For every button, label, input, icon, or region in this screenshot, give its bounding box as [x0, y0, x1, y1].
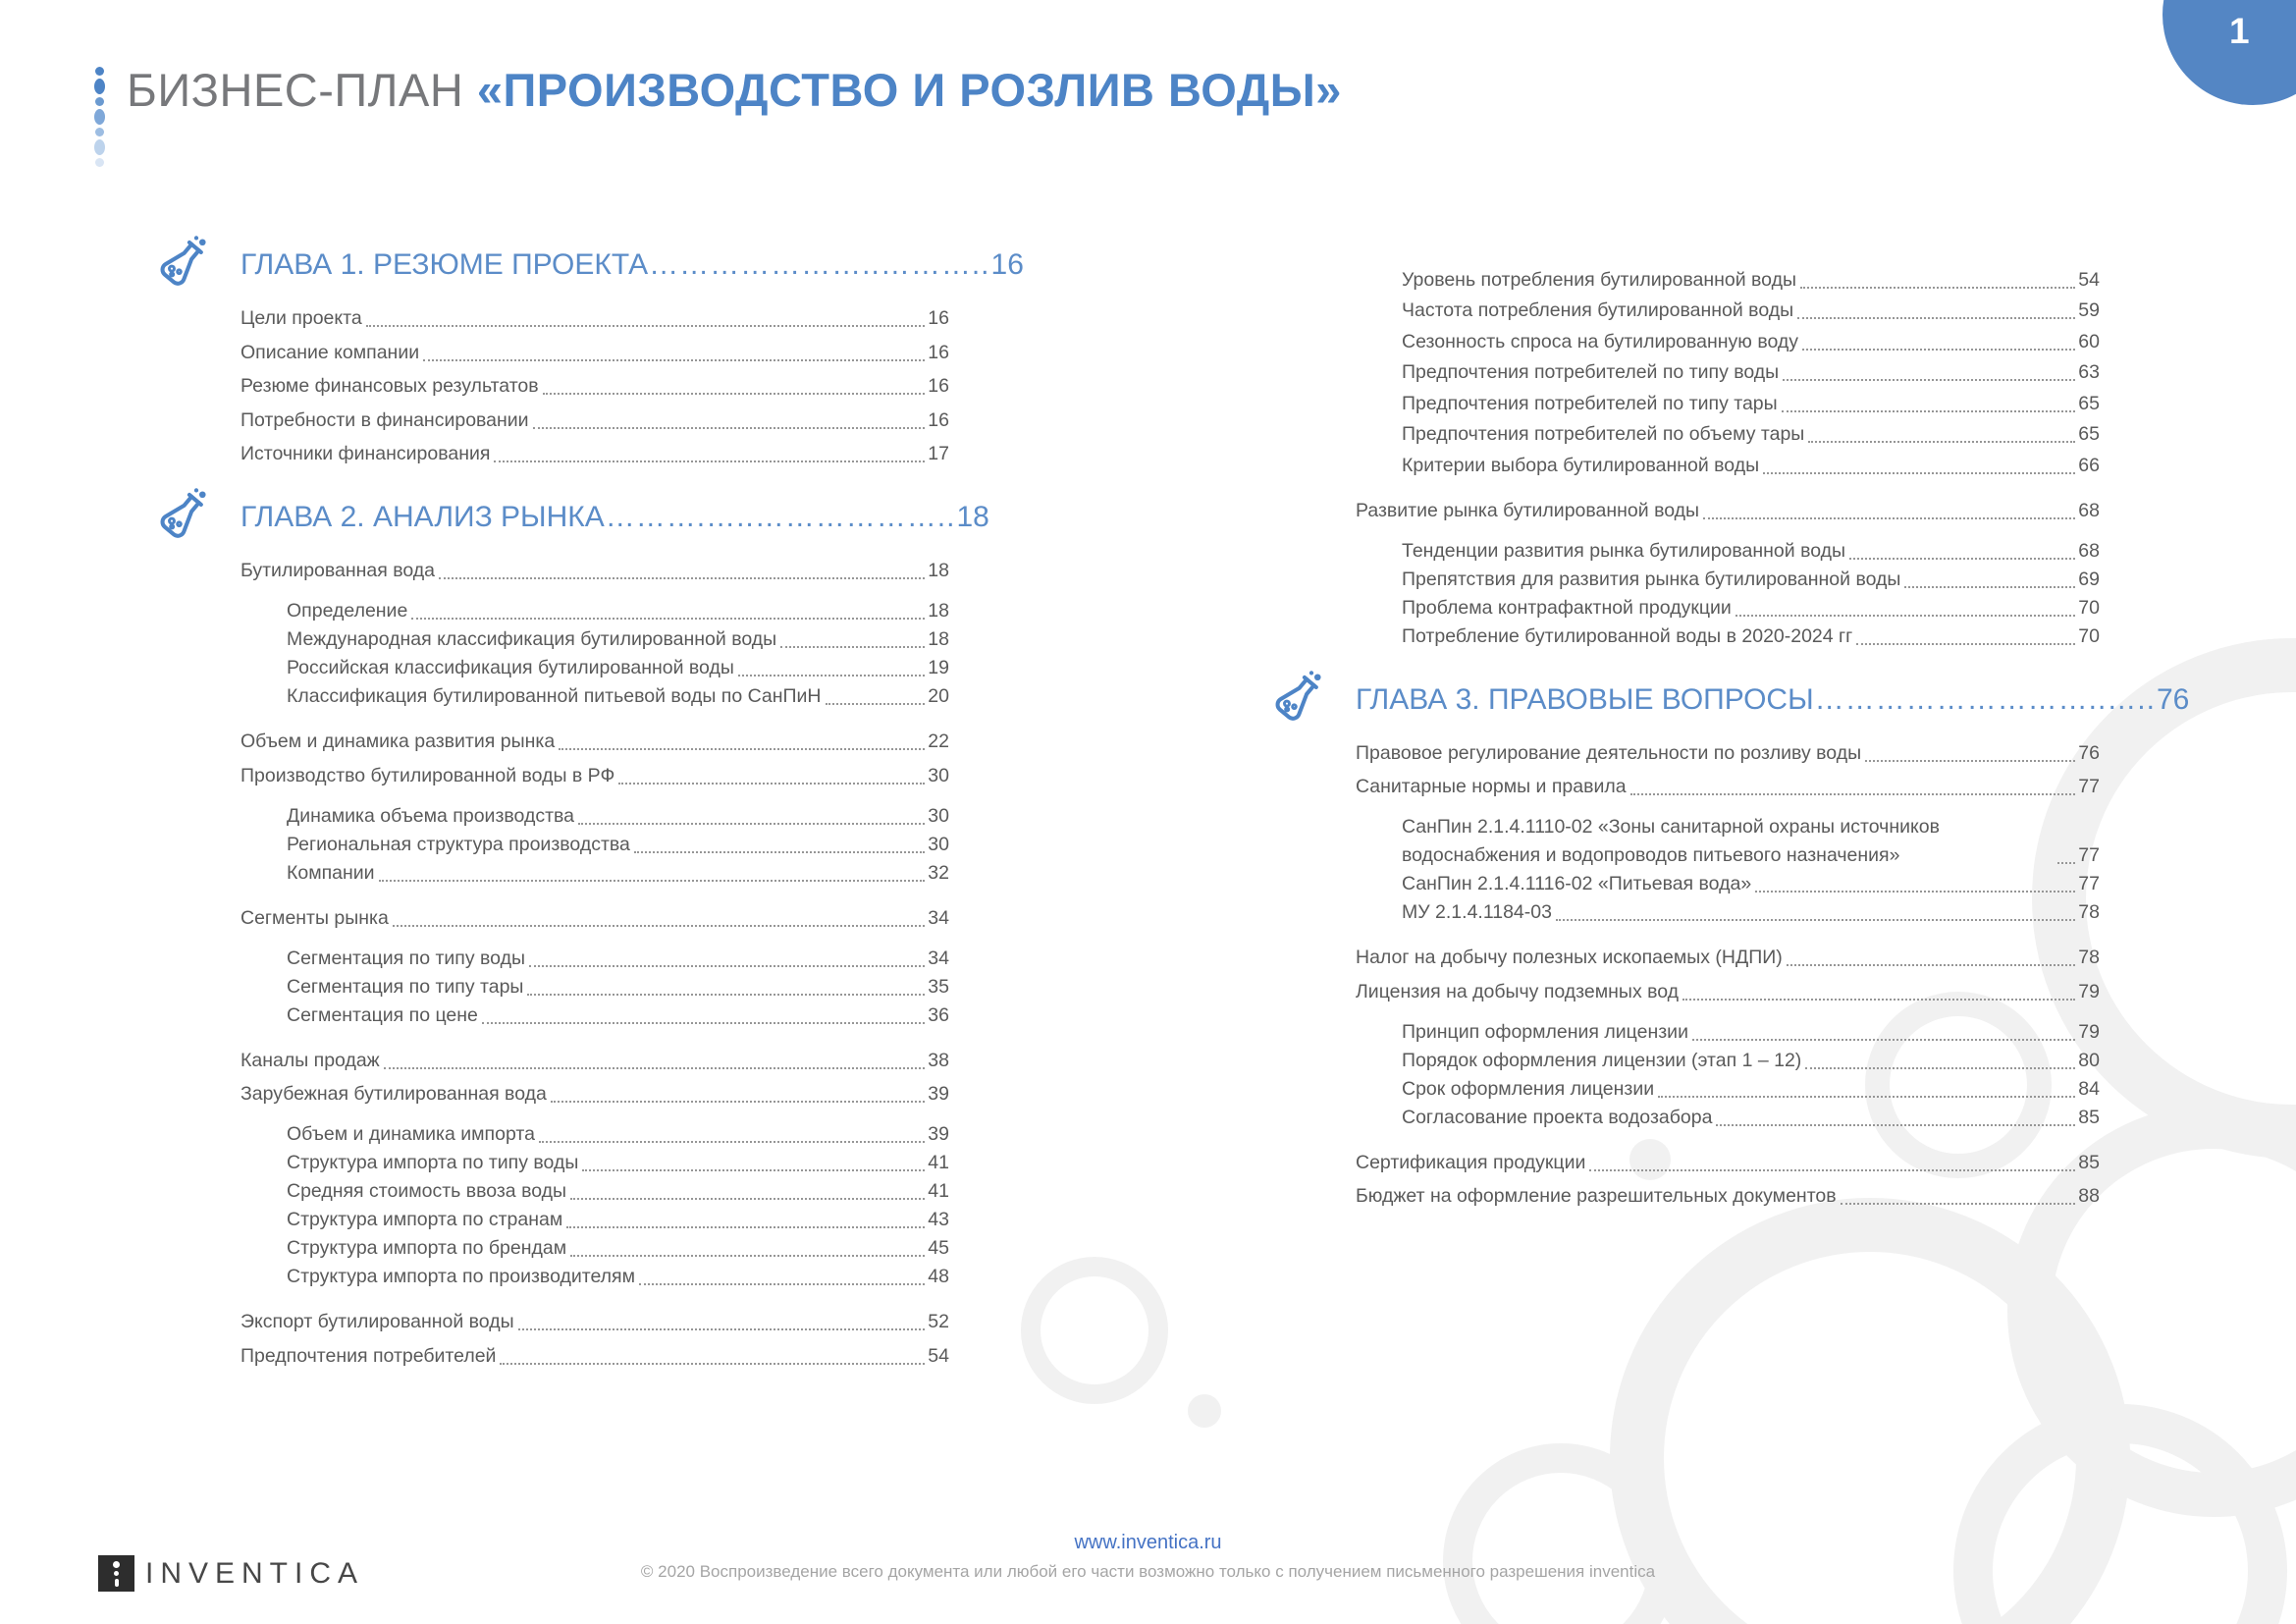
dotted-leader: [1682, 999, 2075, 1001]
dotted-leader: [1556, 919, 2075, 921]
title-bar: [94, 63, 1342, 167]
toc-item[interactable]: [240, 654, 949, 682]
dotted-leader: [738, 675, 925, 677]
toc-item-label: Развитие рынка бутилированной воды: [1356, 499, 1700, 521]
toc-page-number: 35: [928, 975, 949, 998]
toc-page-number: 16: [928, 341, 949, 363]
dotted-leader: [1865, 760, 2075, 762]
dotted-leader: ……….…..………………..: [605, 501, 956, 533]
toc-page-number: 76: [2078, 741, 2100, 764]
toc-item[interactable]: [240, 1206, 949, 1234]
dotted-leader: [529, 965, 925, 967]
dotted-leader: [1787, 964, 2076, 966]
toc-item-label: Частота потребления бутилированной воды: [1402, 299, 1794, 321]
toc-item-label: Классификация бутилированной питьевой воды по СанПиН: [287, 685, 822, 707]
dotted-leader: [1692, 1039, 2075, 1041]
toc-chapter-heading[interactable]: [1356, 669, 2190, 731]
toc-item-label: Потребление бутилированной воды в 2020-2024 гг: [1402, 624, 1853, 647]
toc-page-number: 68: [2078, 499, 2100, 521]
toc-page-number: 78: [2078, 947, 2100, 968]
dotted-leader: [543, 393, 926, 395]
toc-page-number: 69: [2078, 568, 2100, 590]
dotted-leader: [1802, 349, 2075, 351]
dotted-leader: [1716, 1124, 2075, 1126]
toc-item[interactable]: [1356, 813, 2100, 870]
dotted-leader: [551, 1101, 925, 1103]
toc-item[interactable]: [240, 1177, 949, 1206]
dotted-leader: [570, 1255, 925, 1257]
toc-page-number: 45: [928, 1237, 949, 1259]
toc-page-number: 18: [928, 628, 949, 650]
toc-item[interactable]: [240, 831, 949, 859]
toc-item[interactable]: [1356, 452, 2100, 480]
dotted-leader: [379, 880, 926, 882]
toc-item-label: Проблема контрафактной продукции: [1402, 596, 1732, 619]
toc-item-label: Компании: [287, 861, 375, 884]
dotted-leader: [639, 1283, 925, 1285]
toc-item-label: СанПин 2.1.4.1116-02 «Питьевая вода»: [1402, 873, 1752, 894]
toc-item-label: Предпочтения потребителей по типу тары: [1402, 392, 1778, 414]
toc-page-number: 88: [2078, 1185, 2100, 1207]
toc-item-label: Описание компании: [240, 341, 420, 363]
toc-page-number: 34: [928, 906, 949, 929]
dotted-leader: [1782, 410, 2076, 412]
dotted-leader: [559, 748, 925, 750]
dotted-leader: [1849, 558, 2075, 560]
toc-page-number: 39: [928, 1083, 949, 1105]
toc-item[interactable]: [240, 945, 949, 973]
dotted-leader: [1703, 517, 2075, 519]
toc-item-label: Структура импорта по производителям: [287, 1266, 636, 1287]
toc-item[interactable]: [1356, 1104, 2100, 1132]
title-prefix: БИЗНЕС-ПЛАН: [127, 64, 464, 116]
logo-text: INVENTICA: [145, 1556, 365, 1590]
toc-chapter-label: ГЛАВА 2. АНАЛИЗ РЫНКА: [240, 501, 605, 533]
copyright-text: © 2020 Воспроизведение всего документа или любой его части возможно только с получением письменного разрешения inventica: [640, 1562, 1656, 1581]
toc-item-label: Сегменты рынка: [240, 906, 389, 929]
dotted-leader: [1904, 586, 2075, 588]
toc-item[interactable]: [240, 973, 949, 1001]
toc-item-label: Зарубежная бутилированная вода: [240, 1083, 547, 1105]
toc-item-label: Объем и динамика импорта: [287, 1123, 535, 1145]
toc-item-label: Производство бутилированной воды в РФ: [240, 764, 615, 786]
toc-page-number: 70: [2078, 596, 2100, 619]
flask-icon: [150, 487, 211, 548]
toc-item-label: Предпочтения потребителей по типу воды: [1402, 361, 1780, 383]
toc-page-number: 60: [2078, 330, 2100, 352]
dotted-leader: [539, 1141, 925, 1143]
toc-item[interactable]: [240, 859, 949, 888]
dotted-leader: [1755, 891, 2075, 893]
toc-item-label: Объем и динамика развития рынка: [240, 731, 556, 752]
toc-item[interactable]: [1356, 978, 2100, 1006]
toc-page-number: 85: [2078, 1106, 2100, 1128]
toc-item[interactable]: [1356, 739, 2100, 768]
toc-page-number: 43: [928, 1209, 949, 1230]
toc-page-number: 18: [956, 501, 989, 533]
dotted-leader: [500, 1363, 925, 1365]
dotted-leader: [533, 427, 926, 429]
dotted-leader: [366, 325, 926, 327]
dotted-leader: [826, 703, 926, 705]
toc-chapter-label: ГЛАВА 1. РЕЗЮМЕ ПРОЕКТА: [240, 248, 649, 281]
dotted-leader: [1805, 1067, 2075, 1069]
toc-page-number: 30: [928, 804, 949, 827]
toc-page-number: 30: [928, 833, 949, 855]
toc-item[interactable]: [1356, 566, 2100, 594]
toc-item[interactable]: [240, 1001, 949, 1030]
toc-item-label: Предпочтения потребителей: [240, 1344, 497, 1367]
toc-chapter-heading[interactable]: [240, 486, 989, 549]
toc-item-label: Санитарные нормы и правила: [1356, 776, 1627, 797]
toc-page-number: 22: [928, 731, 949, 752]
dotted-leader: [393, 925, 925, 927]
toc-item[interactable]: [1356, 1075, 2100, 1104]
dotted-leader: [1763, 472, 2075, 474]
dotted-leader: [518, 1328, 926, 1330]
toc-page-number: 20: [928, 685, 949, 707]
toc-item-label: Сезонность спроса на бутилированную воду: [1402, 330, 1799, 352]
toc-item-label: Структура импорта по брендам: [287, 1237, 567, 1259]
toc-item-label: Критерии выбора бутилированной воды: [1402, 454, 1760, 476]
toc-page-number: 30: [928, 764, 949, 786]
dotted-leader: [423, 359, 925, 361]
title-dots-decoration: [94, 67, 105, 167]
toc-item-label: Бутилированная вода: [240, 560, 436, 581]
title-emphasis: «ПРОИЗВОДСТВО И РОЗЛИВ ВОДЫ»: [476, 64, 1342, 116]
toc-item[interactable]: [1356, 944, 2100, 972]
toc-page-number: 68: [2078, 539, 2100, 562]
toc-page-number: 54: [928, 1344, 949, 1367]
toc-page-number: 54: [2078, 268, 2100, 291]
dotted-leader: [1808, 441, 2075, 443]
toc-item[interactable]: [1356, 1047, 2100, 1075]
toc-item[interactable]: [1356, 420, 2100, 449]
toc-item-label: Международная классификация бутилированной воды: [287, 628, 777, 650]
toc-item-label: Структура импорта по странам: [287, 1209, 563, 1230]
toc-page-number: 16: [928, 375, 949, 397]
dotted-leader: [1735, 615, 2075, 617]
toc-item[interactable]: [1356, 358, 2100, 387]
toc-item-label: Бюджет на оформление разрешительных документов: [1356, 1185, 1837, 1207]
toc-column-right: [1356, 263, 2190, 1217]
toc-page-number: 77: [2078, 776, 2100, 797]
toc-item[interactable]: [1356, 870, 2100, 898]
toc-item[interactable]: [240, 1234, 949, 1263]
toc-item-label: Структура импорта по типу воды: [287, 1152, 579, 1173]
toc-page-number: 38: [928, 1049, 949, 1071]
dotted-leader: [494, 460, 925, 462]
toc-item-label: Региональная структура производства: [287, 833, 630, 855]
dotted-leader: [578, 823, 925, 825]
toc-page-number: 16: [928, 408, 949, 431]
toc-item[interactable]: [1356, 537, 2100, 566]
page-title: [127, 63, 1342, 117]
toc-page-number: 41: [928, 1152, 949, 1173]
toc-item-label: Срок оформления лицензии: [1402, 1077, 1655, 1100]
toc-item-label: Тенденции развития рынка бутилированной воды: [1402, 539, 1846, 562]
dotted-leader: [1856, 643, 2075, 645]
toc-item[interactable]: [1356, 328, 2100, 356]
toc-item-label: Сегментация по типу тары: [287, 975, 524, 998]
toc-item-label: Определение: [287, 600, 408, 622]
toc-page-number: 76: [2156, 682, 2190, 716]
toc-item[interactable]: [240, 440, 949, 468]
dotted-leader: [482, 1022, 925, 1024]
toc-item-label: Динамика объема производства: [287, 804, 574, 827]
toc-page-number: 65: [2078, 423, 2100, 445]
toc-item[interactable]: [1356, 1149, 2100, 1177]
dotted-leader: [2057, 862, 2075, 864]
toc-item[interactable]: [240, 625, 949, 654]
toc-item-label: Средняя стоимость ввоза воды: [287, 1180, 567, 1202]
toc-item[interactable]: [1356, 297, 2100, 325]
toc-item-label: МУ 2.1.4.1184-03: [1402, 901, 1552, 923]
toc-page-number: 79: [2078, 1020, 2100, 1043]
toc-page-number: 70: [2078, 624, 2100, 647]
toc-item-label: Потребности в финансировании: [240, 408, 529, 431]
toc-item[interactable]: [1356, 773, 2100, 801]
toc-item-label: Каналы продаж: [240, 1049, 380, 1071]
toc-page-number: 17: [928, 443, 949, 464]
toc-page-number: 52: [928, 1311, 949, 1332]
toc-item-label: Налог на добычу полезных ископаемых (НДПИ): [1356, 947, 1783, 968]
toc-page-number: 85: [2078, 1151, 2100, 1173]
toc-item-label: Экспорт бутилированной воды: [240, 1311, 514, 1332]
page-number-badge: [2163, 0, 2296, 105]
dotted-leader: [411, 618, 925, 620]
toc-item[interactable]: [240, 1263, 949, 1291]
toc-page-number: 18: [928, 600, 949, 622]
dotted-leader: [384, 1067, 926, 1069]
dotted-leader: [1800, 287, 2075, 289]
toc-item[interactable]: [240, 1047, 949, 1075]
website-link[interactable]: www.inventica.ru: [1074, 1532, 1222, 1553]
toc-item[interactable]: [1356, 623, 2100, 651]
toc-chapter-label: ГЛАВА 3. ПРАВОВЫЕ ВОПРОСЫ: [1356, 682, 1814, 716]
toc-page-number: 48: [928, 1266, 949, 1287]
toc-column-left: [240, 234, 1024, 1376]
flask-icon: [1265, 670, 1326, 731]
toc-item[interactable]: [240, 1120, 949, 1149]
toc-item-label: Сегментация по цене: [287, 1003, 478, 1026]
toc-item[interactable]: [1356, 390, 2100, 418]
toc-item-label: Предпочтения потребителей по объему тары: [1402, 423, 1805, 445]
toc-item[interactable]: [240, 372, 949, 401]
toc-item[interactable]: [240, 728, 949, 756]
toc-page-number: 18: [928, 560, 949, 581]
toc-item[interactable]: [240, 762, 949, 790]
toc-item-label: СанПин 2.1.4.1110-02 «Зоны санитарной охраны источников водоснабжения и водопроводов питьевого назначения»: [1402, 816, 1940, 866]
toc-page-number: 80: [2078, 1049, 2100, 1071]
dotted-leader: [1589, 1169, 2075, 1171]
toc-item[interactable]: [240, 1149, 949, 1177]
toc-page-number: 32: [928, 861, 949, 884]
toc-item[interactable]: [1356, 497, 2100, 525]
toc-item[interactable]: [1356, 898, 2100, 927]
toc-item[interactable]: [240, 304, 949, 333]
toc-item-label: Российская классификация бутилированной воды: [287, 657, 734, 678]
toc-page-number: 66: [2078, 454, 2100, 476]
toc-page-number: 59: [2078, 299, 2100, 321]
toc-item[interactable]: [240, 904, 949, 933]
toc-item-label: Резюме финансовых результатов: [240, 375, 539, 397]
toc-item-label: Уровень потребления бутилированной воды: [1402, 268, 1796, 291]
dotted-leader: [582, 1169, 925, 1171]
toc-item[interactable]: [240, 682, 949, 711]
toc-item-label: Правовое регулирование деятельности по розливу воды: [1356, 741, 1862, 764]
dotted-leader: [1783, 379, 2075, 381]
toc-page-number: 78: [2078, 901, 2100, 923]
page-number: 1: [2229, 11, 2250, 51]
dotted-leader: [618, 783, 925, 785]
dotted-leader: [527, 994, 925, 996]
toc-item-label: Источники финансирования: [240, 443, 491, 464]
toc-item[interactable]: [1356, 1018, 2100, 1047]
toc-item[interactable]: [240, 557, 949, 585]
flask-icon: [150, 235, 211, 296]
dotted-leader: [1797, 317, 2075, 319]
toc-item[interactable]: [1356, 594, 2100, 623]
toc-page-number: 65: [2078, 392, 2100, 414]
toc-item-label: Препятствия для развития рынка бутилированной воды: [1402, 568, 1901, 590]
toc-item-label: Цели проекта: [240, 307, 362, 329]
toc-item-label: Сертификация продукции: [1356, 1151, 1586, 1173]
toc-item[interactable]: [1356, 1182, 2100, 1211]
dotted-leader: …………………..………..: [649, 248, 990, 281]
dotted-leader: [780, 646, 925, 648]
watermark-circle: [1021, 1257, 1168, 1404]
toc-item[interactable]: [240, 339, 949, 367]
dotted-leader: [1630, 793, 2076, 795]
toc-page-number: 79: [2078, 980, 2100, 1002]
toc-page-number: 77: [2078, 873, 2100, 894]
toc-page-number: 41: [928, 1180, 949, 1202]
toc-page-number: 16: [990, 248, 1024, 281]
toc-page-number: 63: [2078, 361, 2100, 383]
watermark-circle: [1188, 1394, 1221, 1428]
dotted-leader: ………………………..…..: [1814, 682, 2156, 716]
toc-chapter-heading[interactable]: [240, 234, 1024, 297]
toc-page-number: 19: [928, 657, 949, 678]
toc-page-number: 39: [928, 1123, 949, 1145]
dotted-leader: [570, 1198, 925, 1200]
toc-item[interactable]: [240, 802, 949, 831]
toc-page-number: 84: [2078, 1077, 2100, 1100]
dotted-leader: [439, 577, 925, 579]
toc-item[interactable]: [1356, 266, 2100, 295]
toc-item[interactable]: [240, 1308, 949, 1336]
dotted-leader: [566, 1226, 925, 1228]
toc-page-number: 34: [928, 947, 949, 969]
toc-item-label: Согласование проекта водозабора: [1402, 1106, 1713, 1128]
toc-item-label: Порядок оформления лицензии (этап 1 – 12): [1402, 1049, 1802, 1071]
watermark-circle: [2071, 1404, 2130, 1463]
toc-item-label: Лицензия на добычу подземных вод: [1356, 980, 1680, 1002]
dotted-leader: [1841, 1203, 2076, 1205]
toc-page-number: 16: [928, 307, 949, 329]
toc-item[interactable]: [240, 597, 949, 625]
toc-item-label: Принцип оформления лицензии: [1402, 1020, 1688, 1043]
dotted-leader: [1658, 1096, 2075, 1098]
toc-item[interactable]: [240, 406, 949, 435]
toc-page-number: 77: [2078, 844, 2100, 866]
toc-item-label: Сегментация по типу воды: [287, 947, 525, 969]
toc-page-number: 36: [928, 1003, 949, 1026]
toc-item[interactable]: [240, 1080, 949, 1109]
dotted-leader: [634, 851, 925, 853]
toc-item[interactable]: [240, 1342, 949, 1371]
